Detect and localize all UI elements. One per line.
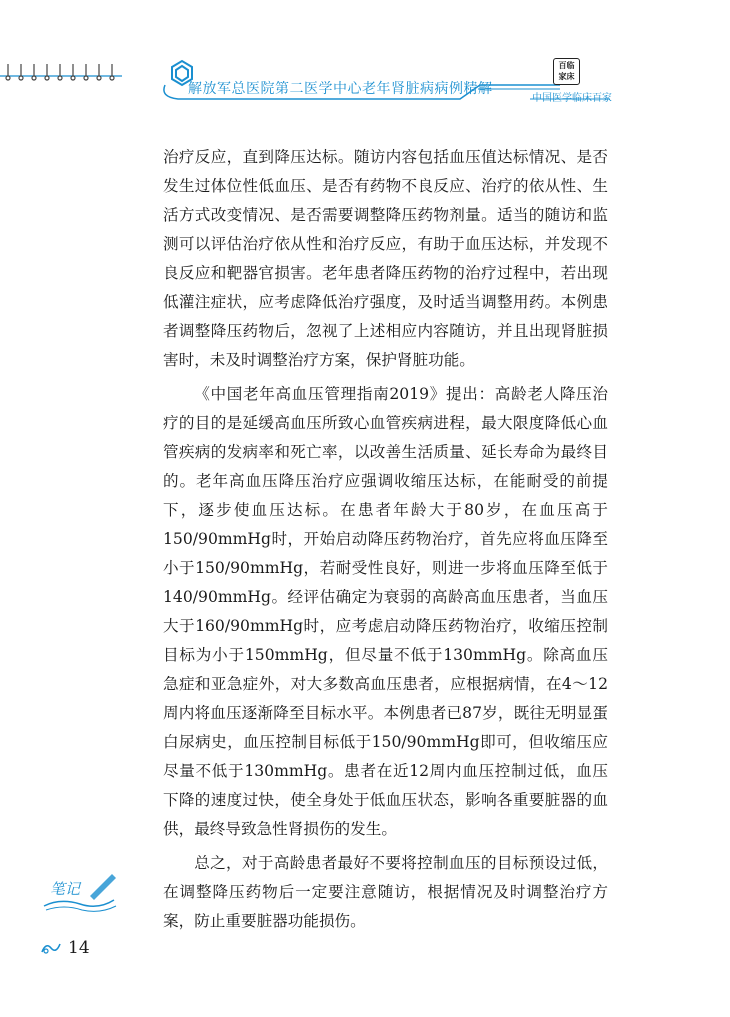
series-seal-logo: 百临 家床 <box>553 58 580 85</box>
page-footer <box>40 938 90 958</box>
notes-label: 笔记 <box>50 880 81 898</box>
page-ornament-icon <box>40 940 62 956</box>
main-content <box>163 143 608 941</box>
notes-pen-icon <box>40 868 120 918</box>
page-number: 14 <box>68 938 90 958</box>
paragraph-3: 总之，对于高龄患者最好不要将控制血压的目标预设过低，在调整降压药物后一定要注意随访，根据情况及时调整治疗方案，防止重要脏器功能损伤。 <box>163 854 608 930</box>
paragraph-1: 治疗反应，直到降压达标。随访内容包括血压值达标情况、是否发生过体位性低血压、是否有药物不良反应、治疗的依从性、生活方式改变情况、是否需要调整降压药物剂量。适当的随访和监测可以评估治疗依从性和治疗反应，有助于血压达标，并发现不良反应和靶器官损害。老年患者降压药物的治疗过程中，若出现低灌注症状，应考虑降低治疗强度，及时适当调整用药。本例患者调整降压药物后，忽视了上述相应内容随访，并且出现肾脏损害时，未及时调整治疗方案，保护肾脏功能。 <box>163 148 608 369</box>
series-title: 中国医学临床百家 <box>532 93 612 104</box>
book-title: 解放军总医院第二医学中心老年肾脏病病例精解 <box>188 81 493 97</box>
paragraph-2: 《中国老年高血压管理指南2019》提出：高龄老人降压治疗的目的是延缓高血压所致心血管疾病进程，最大限度降低心血管疾病的发病率和死亡率，以改善生活质量、延长寿命为最终目的。老年高血压降压治疗应强调收缩压达标，在能耐受的前提下，逐步使血压达标。在患者年龄大于80岁，在血压高于150/90mmHg时，开始启动降压药物治疗，首先应将血压降至小于150/90mmHg，若耐受性良好，则进一步将血压降至低于140/90mmHg。经评估确定为衰弱的高龄高血压患者，当血压大于160/90mmHg时，应考虑启动降压药物治疗，收缩压控制目标为小于150mmHg，但尽量不低于130mmHg。除高血压急症和亚急症外，对大多数高血压患者，应根据病情，在4～12周内将血压逐渐降至目标水平。本例患者已87岁，既往无明显蛋白尿病史，血压控制目标低于150/90mmHg即可，但收缩压应尽量不低于130mmHg。患者在近12周内血压控制过低，血压下降的速度过快，使全身处于低血压状态，影响各重要脏器的血供，最终导致急性肾损伤的发生。 <box>163 385 608 838</box>
